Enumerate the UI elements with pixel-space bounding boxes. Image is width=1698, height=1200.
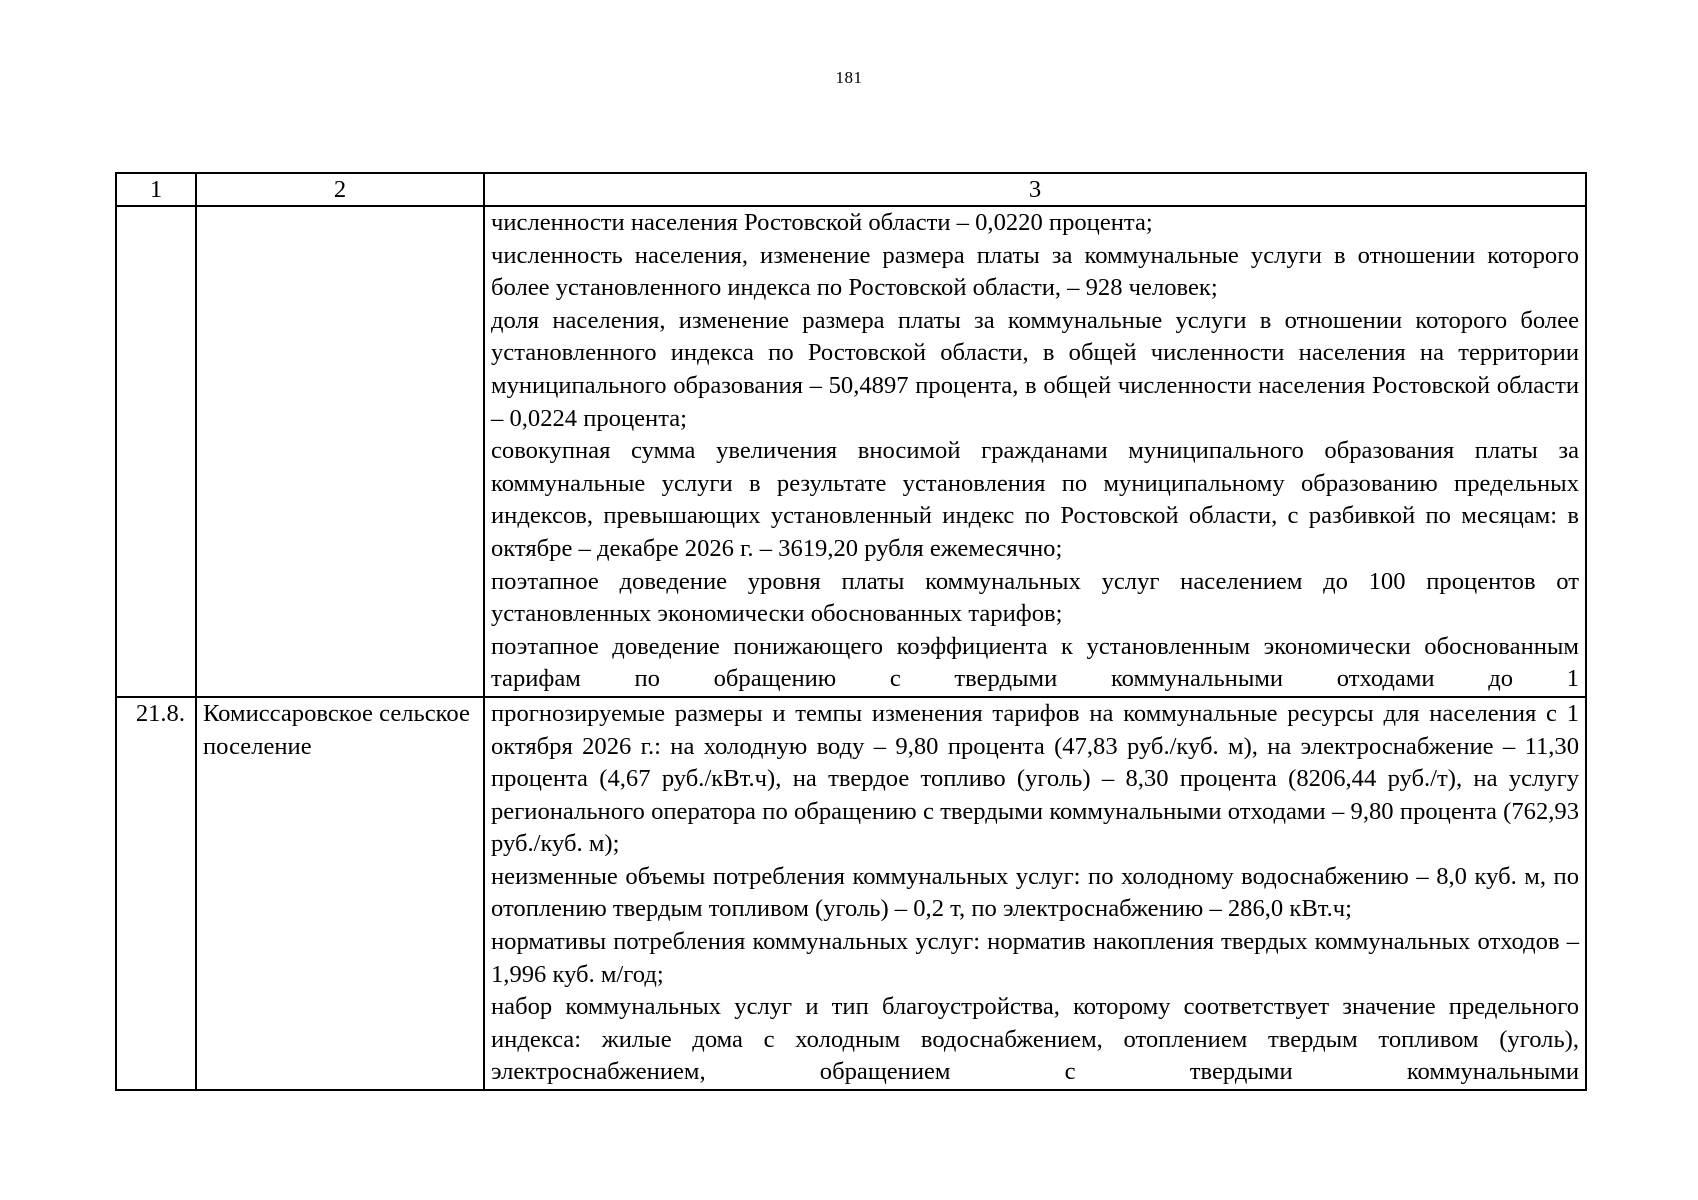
row-name-cell	[196, 206, 484, 697]
row-content-cell	[484, 697, 1586, 1090]
row-content-cell	[484, 206, 1586, 697]
paragraph: численности населения Ростовской области – 0,0220 процента;	[491, 209, 1153, 236]
header-col-2: 2	[196, 173, 484, 206]
header-col-1: 1	[116, 173, 196, 206]
row-number-cell: 21.8.	[116, 697, 196, 1090]
paragraph: численность населения, изменение размера платы за коммунальные услуги в отношении которого более установленного индекса по Ростовской области, – 928 человек;	[491, 241, 1579, 302]
row-name-cell: Комиссаровское сельское поселение	[196, 697, 484, 1090]
header-col-3: 3	[484, 173, 1586, 206]
paragraph: поэтапное доведение уровня платы коммунальных услуг населением до 100 процентов от установленных экономически обоснованных тарифов;	[491, 567, 1579, 628]
table-header-row	[116, 173, 1586, 206]
paragraph: прогнозируемые размеры и темпы изменения тарифов на коммунальные ресурсы для населения с 1 октября 2026 г.: на холодную воду – 9,80 процента (47,83 руб./куб. м), на электроснабжение – 11,30 процента (4,67 руб./кВт.ч), на твердое топливо (уголь) – 8,30 процента (8206,44 руб./т), на услугу регионального оператора по обращению с твердыми коммунальными отходами – 9,80 процента (762,93 руб./куб. м);	[491, 699, 1579, 858]
paragraph: доля населения, изменение размера платы за коммунальные услуги в отношении которого более установленного индекса по Ростовской области, в общей численности населения на территории муниципального образования – 50,4897 процента, в общей численности населения Ростовской области – 0,0224 процента;	[491, 306, 1579, 432]
paragraph: неизменные объемы потребления коммунальных услуг: по холодному водоснабжению – 8,0 куб. м, по отоплению твердым топливом (уголь) – 0,2 т, по электроснабжению – 286,0 кВт.ч;	[491, 862, 1579, 923]
page-number: 181	[835, 68, 863, 87]
paragraph: нормативы потребления коммунальных услуг: норматив накопления твердых коммунальных отходов – 1,996 куб. м/год;	[491, 928, 1579, 988]
row-number-cell	[116, 206, 196, 697]
paragraph: поэтапное доведение понижающего коэффициента к установленным экономически обоснованным тарифам по обращению с твердыми коммунальными отходами до 1	[491, 632, 1579, 693]
paragraph: совокупная сумма увеличения вносимой гражданами муниципального образования платы за коммунальные услуги в результате установления по муниципальному образованию предельных индексов, превышающих установленный индекс по Ростовской области, с разбивкой по месяцам: в октябре – декабре 2026 г. – 3619,20 рубля ежемесячно;	[491, 437, 1579, 562]
table-row	[116, 697, 1586, 1090]
document-table	[115, 172, 1587, 1091]
table-row	[116, 206, 1586, 697]
paragraph: набор коммунальных услуг и тип благоустройства, которому соответствует значение предельного индекса: жилые дома с холодным водоснабжением, отоплением твердым топливом (уголь), электроснабжением, обращением с твердыми коммунальными	[491, 993, 1579, 1086]
